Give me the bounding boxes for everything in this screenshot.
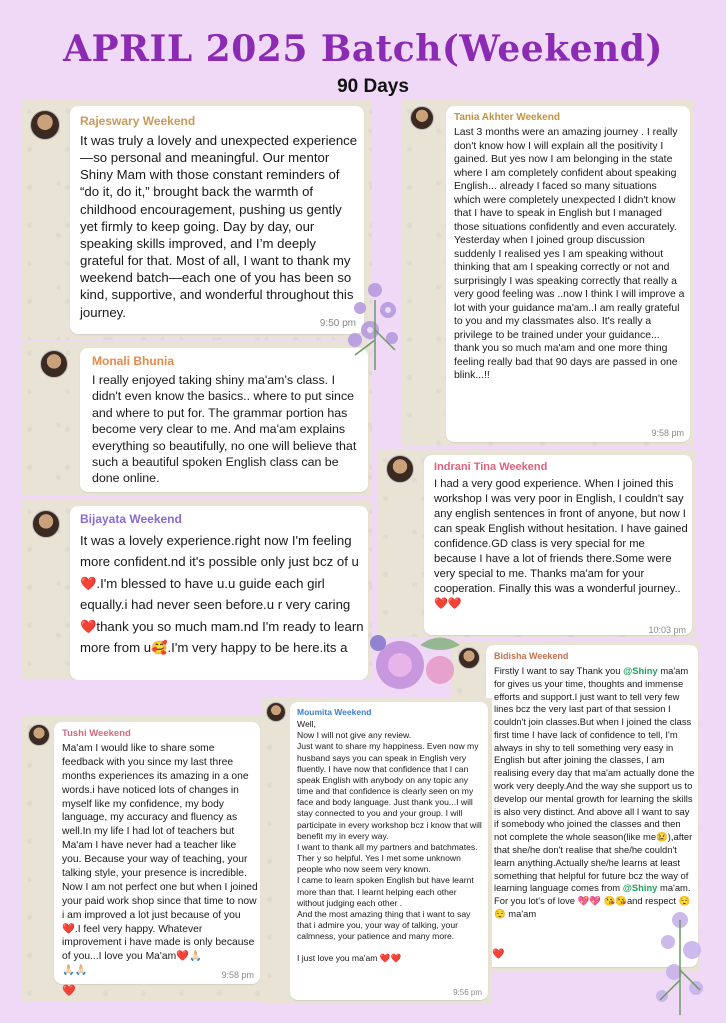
message-line: Well, (297, 719, 316, 729)
smiling-face-hearts-icon: 🥰 (151, 639, 168, 655)
message-text-part: I just love you ma'am (297, 953, 378, 964)
chat-panel-monali (22, 342, 372, 496)
heart-emoji-icon: ❤️ (176, 951, 189, 963)
message-line: I came to learn spoken English but have learnt more than that. I learnt helping each other without judging each other . (297, 875, 474, 908)
message-time: 9:58 pm (651, 428, 684, 438)
message-time: 9:50 pm (319, 318, 356, 329)
crying-face-icon: 😢 (656, 831, 668, 843)
sender-name: Tania Akhter Weekend (454, 112, 560, 123)
message-bubble (70, 506, 368, 680)
message-text-part: thank you so much mam.nd I'm ready to learn more from u (80, 618, 364, 655)
heart-emoji-icon: ❤️ (80, 575, 97, 591)
message-text-part: .I'm very happy to be here.its a (167, 639, 348, 655)
message-text (494, 665, 696, 921)
relieved-face-icon: 😌😌 (494, 895, 691, 919)
message-line: And the most amazing thing that i want to say that i admire you, your way of talking, your calmness, your patience and many more. (297, 908, 471, 942)
sender-name: Bijayata Weekend (80, 512, 182, 526)
message-text-part: Firstly I want to say Thank you (494, 665, 621, 676)
chat-panel-tania (402, 100, 694, 446)
folded-hands-icon: 🙏🏻 (188, 951, 202, 963)
sender-name: Bidisha Weekend (494, 651, 569, 661)
page-title: APRIL 2025 Batch(Weekend) (63, 28, 663, 70)
message-bubble (70, 106, 364, 334)
page-subtitle: 90 Days (337, 76, 409, 97)
message-bubble (446, 106, 690, 442)
message-text-part: Ma'am I would like to share some feedback with you since my last three months experiences its amazing in a one words.i have noticed lots of changes in myself like my confidence, my body language, my accuracy and fluency as well.In my life I had lot of teachers but Ma'am I have never had a teacher like you. Because your way of teaching, your talking style, your presence is incredible. Now I am not perfect one but when I joined your paid work shop since that time to now i am improved a lot just because of you (62, 743, 258, 921)
avatar (28, 724, 50, 746)
kiss-face-icon: 😘😘 (603, 895, 627, 907)
avatar (266, 702, 286, 722)
message-bubble (290, 702, 488, 1000)
chat-panel-indrani (378, 449, 696, 637)
sender-name: Moumita Weekend (297, 707, 372, 717)
message-line: Just want to share my happiness. Even now my husband says you can speak in English very fluently. I have now that confidence that I can speak English with anybody on any topic any time and that confidence is clearly seen on my face and body language. Just thank you...I will stay connected to you and your group. I will participate in every workshop bcz i know that will benefit my in every way. (297, 741, 482, 841)
avatar (410, 106, 434, 130)
message-time: 9:58 pm (221, 970, 254, 980)
sender-name: Monali Bhunia (92, 354, 174, 368)
heart-emoji-icon: ❤️ (62, 923, 75, 935)
mention-link[interactable]: @Shiny (622, 882, 658, 894)
message-text-part: It was a lovely experience.right now I'm feeling more confident.nd it's possible only just bcz of u (80, 533, 359, 570)
chat-panel-tushi (22, 716, 264, 1002)
message-bubble (54, 722, 260, 984)
reaction-heart-icon[interactable]: ❤️ (492, 949, 505, 960)
message-time: 10:03 pm (648, 625, 686, 635)
avatar (458, 647, 480, 669)
folded-hands-row-icon: 🙏🏻🙏🏻 (62, 965, 88, 977)
message-text-part: ma'am for gives us your time, thoughts and immense efforts and support.I just want to tell very few lines bcz the very last part of that session I couldn't join classes.But when I joined the class first time I have lack of confidence to tell, I'm always in shy to tell something very easy in English but after joining the classes, I am realising every day that ma'am actually done the work very deeply.And the way she support us to develop our mental growth for learning the skills is also very distinct. And above all I want to say if somebody who joined the classes and then not complete the whole season(like me (494, 665, 695, 843)
chat-panel-moumita (262, 698, 492, 1004)
message-line: Now I will not give any review. (297, 730, 412, 741)
avatar (386, 455, 414, 483)
message-text (297, 719, 485, 965)
sender-name: Rajeswary Weekend (80, 114, 196, 128)
sender-name: Indrani Tina Weekend (434, 461, 548, 473)
message-bubble (80, 348, 368, 492)
message-line: I want to thank all my partners and batchmates. Ther y so helpful. Yes I met some unknown people who now seem very known. (297, 841, 478, 875)
message-line-final (297, 953, 485, 964)
message-line (297, 942, 485, 953)
message-text: Last 3 months were an amazing journey . I really don't know how I will explain all the positivity I gained. But yes now I am belonging in the state where I am completely confident about speaking English... already I faced so many situations which were completely unexpected I didn't know that I have to speak in English but I managed those situations confidently and even accurately. Yesterday when I joined group discussion suddenly I realised yes I am speaking without thinking that am I speaking correctly or not and surprisingly I was speaking correctly that really a very good feeling was ..now I think I will improve a lot with your guidance ma'am..I am really grateful to you and my classmates also. It's really a privilege to be trained under your guidance... thank you so much ma'am and one more thing feeling really bad that 90 days are passed in one blink...!! (454, 127, 685, 382)
message-text-part: ma'am (508, 907, 537, 919)
message-text: I really enjoyed taking shiny ma'am's class. I didn't even know the basics.. where to put since and where to put for. The grammar portion has become very clear to me. And ma'am explains everything so beautifully, no one will believe that such a beautiful spoken English class can be done online. (92, 373, 357, 486)
chat-panel-rajeswary (22, 100, 372, 340)
sender-name: Tushi Weekend (62, 728, 131, 739)
message-text-part: and respect (626, 895, 676, 907)
heart-emoji-icon: ❤️❤️ (434, 598, 462, 610)
mention-link[interactable]: @Shiny (623, 665, 658, 676)
message-text-part: .I feel very happy. Whatever improvement i have made is only because of you...I love you Ma'am (62, 923, 255, 963)
reaction-heart-icon[interactable]: ❤️ (62, 985, 76, 997)
heart-emoji-icon: ❤️ (80, 618, 97, 634)
message-text-part: ),after that she/he don't realise that she/he couldn't learn anything.Actually she/he learns at least something that helpful for future bcz the way of learning language comes from (494, 831, 693, 894)
chat-panel-bijayata (22, 500, 372, 680)
message-text-body: I had a very good experience. When I joined this workshop I was very poor in English, I couldn't say any english sentences in front of anyone, but now I can speak English without hesitation. I have gained confidence.GD class is very special for me because I have a lot of friends there.Some were very special to me. Thanks ma'am for your cooperation. Finally this was a wonderful journey.. (434, 478, 688, 595)
message-bubble (424, 455, 692, 635)
message-text (434, 477, 690, 612)
message-text: It was truly a lovely and unexpected experience—so personal and meaningful. Our mentor Shiny Mam with those constant reminders of “do it, do it,” brought back the warmth of childhood encouragement, pushing us gently yet firmly to keep going. Day by day, our speaking skills improved, and I’m deeply grateful for that. Most of all, I want to thank my weekend batch—each one of you has been so kind, supportive, and wonderful throughout this journey. (80, 133, 358, 320)
message-text (62, 742, 258, 978)
message-text-part: ma'am. For you lot's of love (494, 882, 691, 907)
sparkling-heart-icon: 💖💖 (577, 895, 601, 907)
avatar (30, 110, 60, 140)
message-time: 9:56 pm (453, 988, 482, 997)
avatar (40, 350, 68, 378)
message-text (80, 530, 364, 658)
message-text-part: .I'm blessed to have u.u guide each girl equally.i had never seen before.u r very caring (80, 575, 351, 613)
avatar (32, 510, 60, 538)
message-bubble (486, 645, 698, 967)
heart-emoji-icon: ❤️❤️ (379, 953, 402, 964)
